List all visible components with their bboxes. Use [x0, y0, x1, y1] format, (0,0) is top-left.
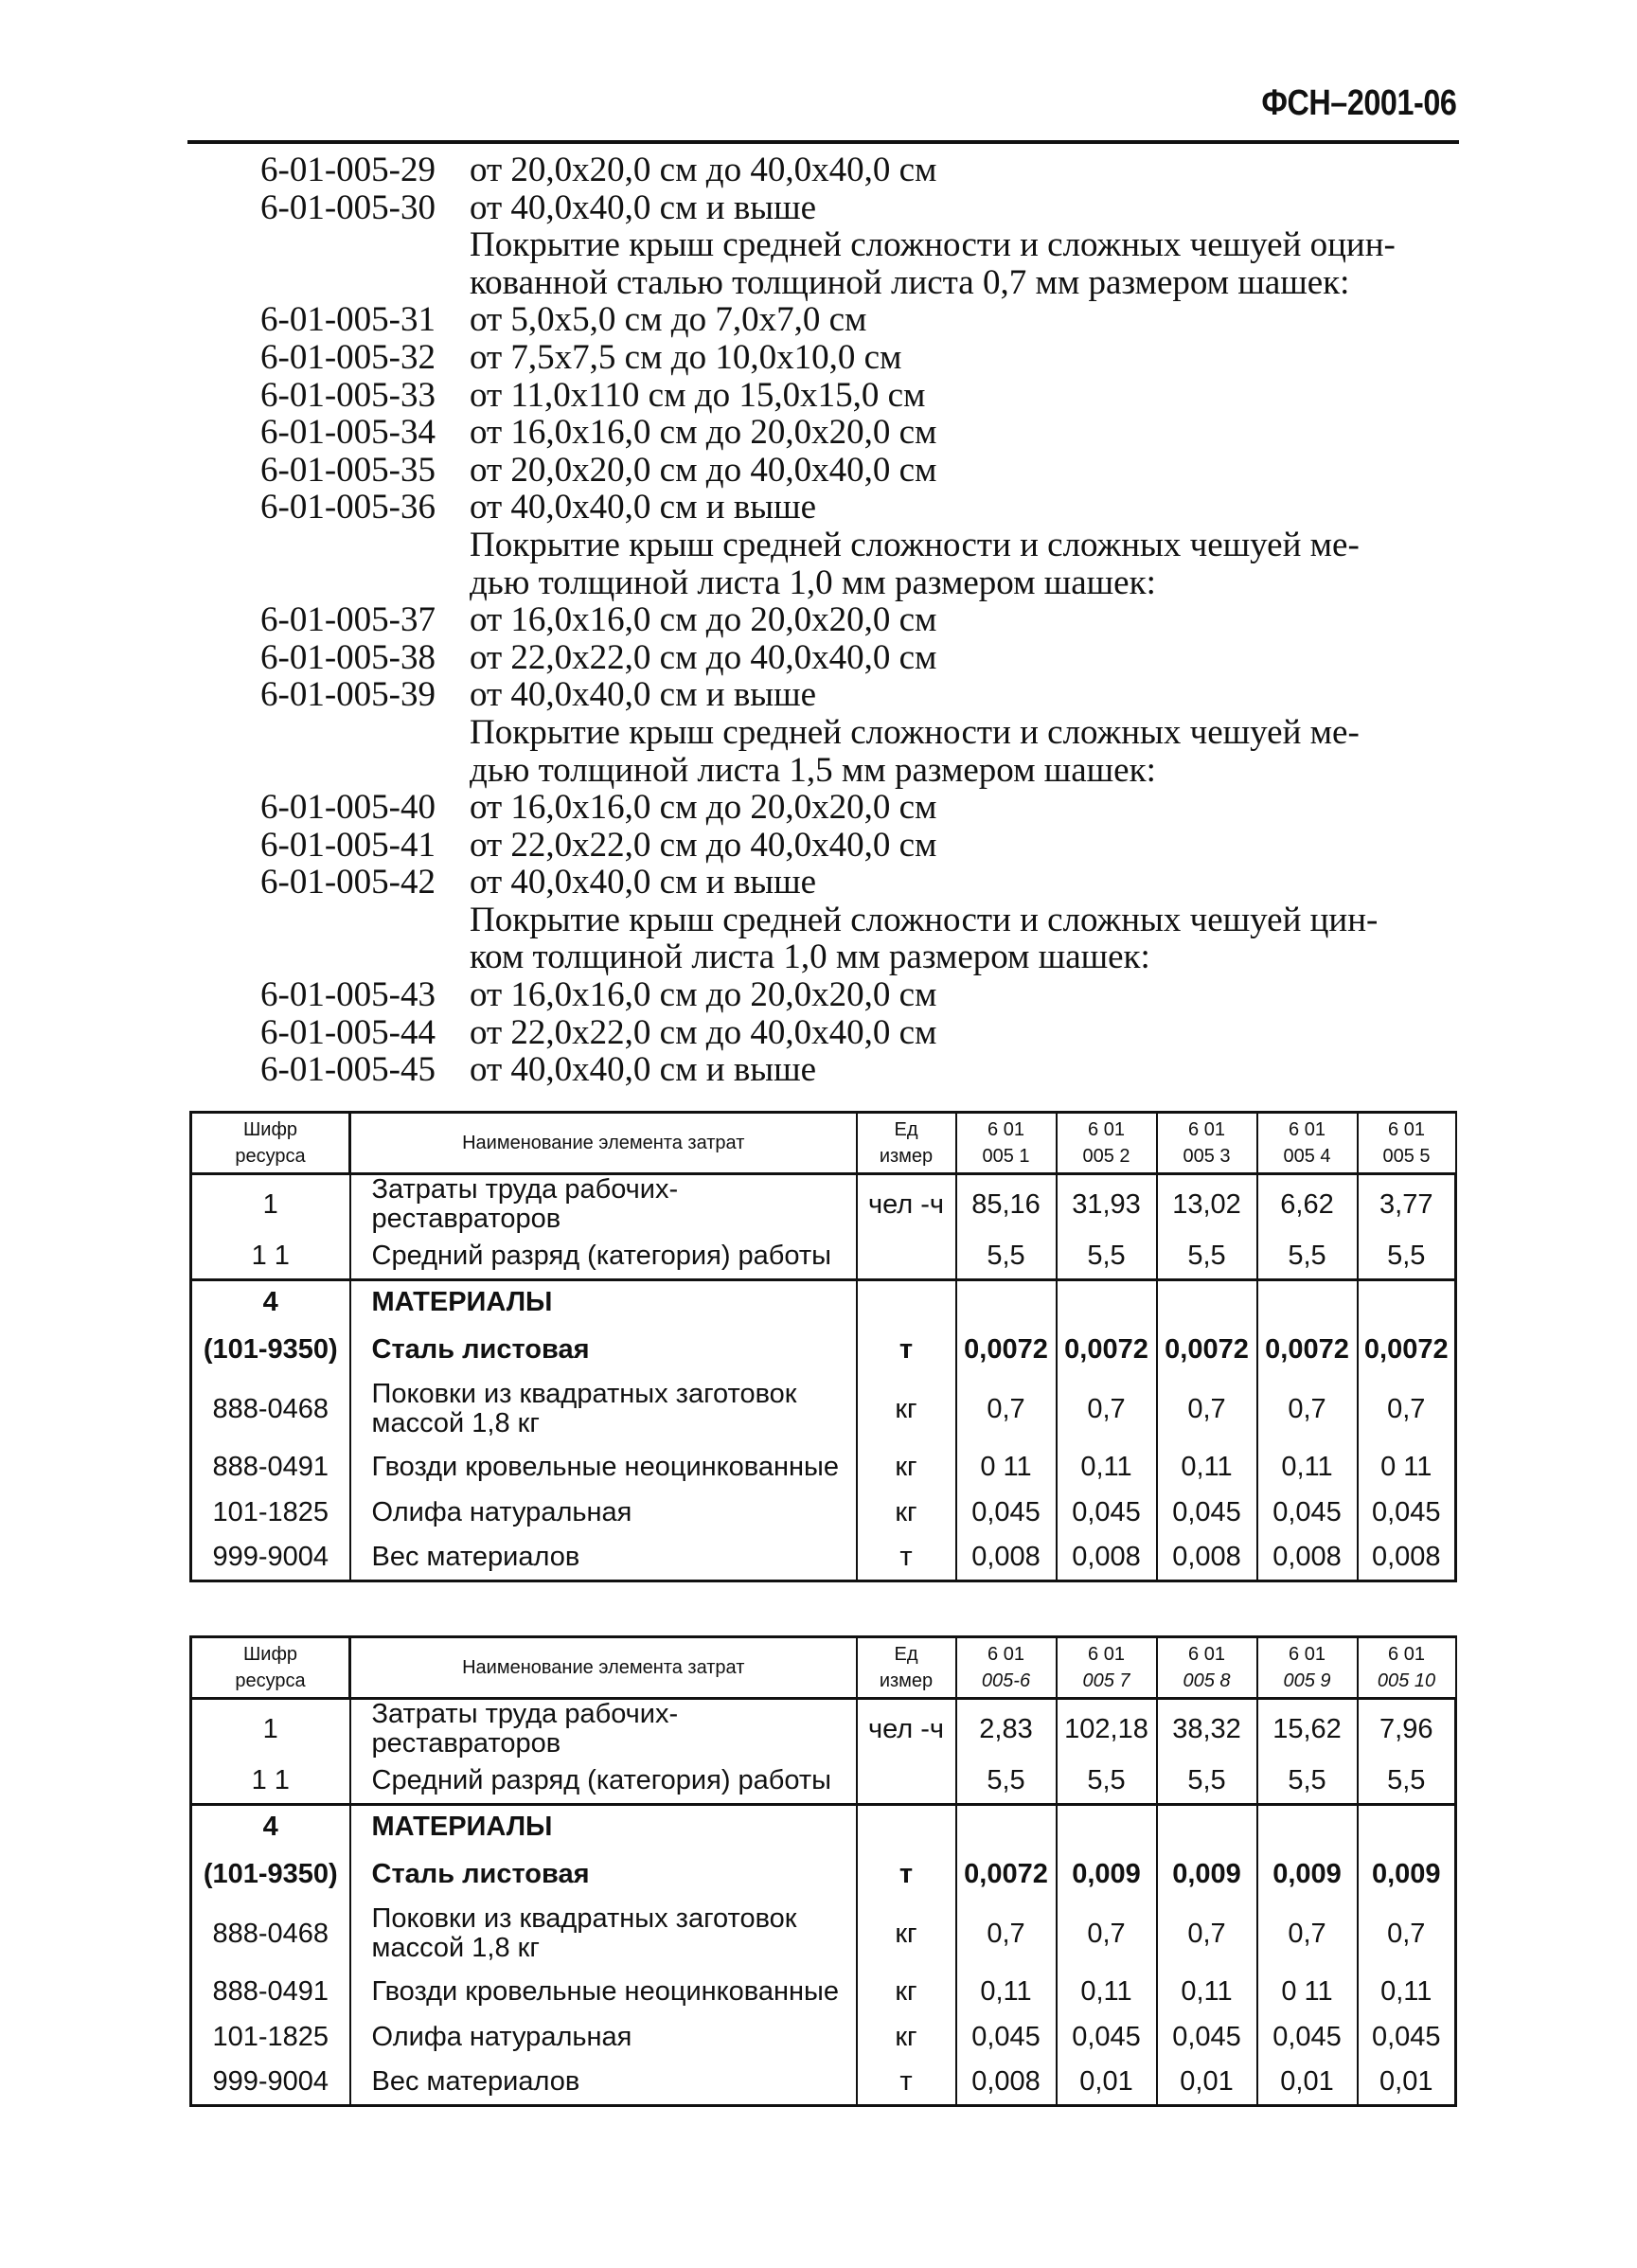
- norm-value: 0,7: [956, 1899, 1057, 1969]
- unit: т: [857, 1849, 956, 1899]
- group-title: Покрытие крыш средней сложности и сложных чешуей цин-: [470, 900, 1379, 939]
- header-resource-code: [191, 1637, 350, 1699]
- group-title: Покрытие крыш средней сложности и сложных чешуей ме-: [470, 712, 1360, 752]
- table-row: [191, 1444, 1456, 1490]
- code-number: 6-01-005-35: [260, 450, 436, 490]
- norm-value: 0,01: [1257, 2060, 1358, 2105]
- norm-value: 5,5: [1057, 1759, 1157, 1804]
- norm-value: 0,01: [1057, 2060, 1157, 2105]
- code-description: от 16,0х16,0 см до 20,0х20,0 см: [470, 788, 937, 828]
- norm-code-l2: 005 5: [1382, 1146, 1431, 1167]
- code-number: 6-01-005-29: [260, 151, 436, 189]
- norm-code-l1: 6 01: [1088, 1119, 1125, 1140]
- cost-element-name: Вес материалов: [350, 2060, 857, 2105]
- code-number: 6-01-005-34: [260, 413, 436, 453]
- resource-code: 888-0468: [191, 1899, 350, 1969]
- norm-value: [1358, 1279, 1456, 1325]
- resource-code: 1: [191, 1699, 350, 1759]
- code-row: [187, 601, 1461, 639]
- norm-value: 5,5: [1257, 1759, 1358, 1804]
- norm-value: 0,045: [1057, 2014, 1157, 2060]
- cost-element-name: Олифа натуральная: [350, 2014, 857, 2060]
- norm-value: 0,7: [1358, 1899, 1456, 1969]
- table-row: [191, 1535, 1456, 1580]
- norm-value: [1157, 1804, 1257, 1849]
- header-unit: [857, 1113, 956, 1174]
- norm-value: 5,5: [1157, 1234, 1257, 1279]
- header-code-l1: Шифр: [242, 1644, 298, 1665]
- norm-value: 0,009: [1057, 1849, 1157, 1899]
- code-number: 6-01-005-38: [260, 637, 436, 677]
- norm-value: 0,008: [1257, 1535, 1358, 1580]
- code-description: от 11,0х110 см до 15,0х15,0 см: [470, 375, 926, 415]
- resource-code: 4: [191, 1804, 350, 1849]
- header-norm-code: [1257, 1637, 1358, 1699]
- norm-value: 0,045: [1157, 2014, 1257, 2060]
- norm-value: 0 11: [1257, 1969, 1358, 2014]
- cost-element-name: Поковки из квадратных заготовок массой 1,8 кг: [350, 1374, 857, 1444]
- norm-value: 0,7: [1057, 1899, 1157, 1969]
- cost-element-name: МАТЕРИАЛЫ: [350, 1804, 857, 1849]
- code-description: от 16,0х16,0 см до 20,0х20,0 см: [470, 413, 937, 453]
- code-description: от 16,0х16,0 см до 20,0х20,0 см: [470, 975, 937, 1015]
- resource-code: 4: [191, 1279, 350, 1325]
- norm-value: 0,11: [1257, 1444, 1358, 1490]
- code-row: [187, 976, 1461, 1014]
- cost-element-name: Поковки из квадратных заготовок массой 1,8 кг: [350, 1899, 857, 1969]
- unit: чел -ч: [857, 1699, 956, 1759]
- unit: кг: [857, 1899, 956, 1969]
- norm-value: 102,18: [1057, 1699, 1157, 1759]
- resource-code: 888-0491: [191, 1444, 350, 1490]
- norm-value: 0,11: [1157, 1969, 1257, 2014]
- header-code-l1: Шифр: [242, 1119, 298, 1140]
- code-description: от 40,0х40,0 см и выше: [470, 188, 817, 227]
- norm-value: 0,0072: [1358, 1325, 1456, 1374]
- norm-value: [1057, 1279, 1157, 1325]
- norm-value: 5,5: [1157, 1759, 1257, 1804]
- resource-code: 101-1825: [191, 2014, 350, 2060]
- norm-value: 0,045: [956, 1490, 1057, 1535]
- code-row: [187, 189, 1461, 227]
- table-row: [191, 1849, 1456, 1899]
- group-title-cont: ком толщиной листа 1,0 мм размером шашек:: [470, 938, 1150, 977]
- code-description: от 22,0х22,0 см до 40,0х40,0 см: [470, 1012, 937, 1052]
- code-description: от 40,0х40,0 см и выше: [470, 863, 817, 902]
- norm-value: 5,5: [956, 1234, 1057, 1279]
- header-unit-l1: Ед: [894, 1119, 918, 1140]
- cost-element-name: Средний разряд (категория) работы: [350, 1234, 857, 1279]
- header-code-l2: ресурса: [235, 1670, 306, 1691]
- norm-value: 0,045: [956, 2014, 1057, 2060]
- norm-value: 0,7: [1257, 1374, 1358, 1444]
- cost-element-name: Сталь листовая: [350, 1325, 857, 1374]
- norm-value: 0,0072: [1257, 1325, 1358, 1374]
- code-number: 6-01-005-32: [260, 337, 436, 377]
- norm-value: 0,0072: [1057, 1325, 1157, 1374]
- code-row: [187, 377, 1461, 415]
- norm-value: 0,045: [1358, 1490, 1456, 1535]
- code-row: [187, 489, 1461, 527]
- code-number: 6-01-005-42: [260, 863, 436, 902]
- norm-value: 5,5: [1057, 1234, 1157, 1279]
- norm-value: 5,5: [1358, 1759, 1456, 1804]
- norm-value: 3,77: [1358, 1174, 1456, 1235]
- norm-value: 0,0072: [1157, 1325, 1257, 1374]
- code-number: 6-01-005-41: [260, 825, 436, 865]
- table-row: [191, 1374, 1456, 1444]
- norm-value: 0,7: [1257, 1899, 1358, 1969]
- header-unit-l2: измер: [879, 1670, 934, 1691]
- code-number: 6-01-005-36: [260, 488, 436, 527]
- unit: кг: [857, 1969, 956, 2014]
- unit: кг: [857, 1444, 956, 1490]
- table-row: [191, 1325, 1456, 1374]
- cost-element-name: Олифа натуральная: [350, 1490, 857, 1535]
- group-title-cont: дью толщиной листа 1,5 мм размером шашек:: [470, 750, 1156, 790]
- norm-value: 0,045: [1358, 2014, 1456, 2060]
- group-title: Покрытие крыш средней сложности и сложных чешуей ме-: [470, 525, 1360, 564]
- unit: чел -ч: [857, 1174, 956, 1235]
- group-title-cont: кованной сталью толщиной листа 0,7 мм размером шашек:: [470, 262, 1350, 302]
- table-header-row: [191, 1113, 1456, 1174]
- table-header-row: [191, 1637, 1456, 1699]
- header-resource-code: [191, 1113, 350, 1174]
- group-title-cont: дью толщиной листа 1,0 мм размером шашек:: [470, 563, 1156, 602]
- resource-code: 888-0468: [191, 1374, 350, 1444]
- header-unit: [857, 1637, 956, 1699]
- norm-value: [1257, 1804, 1358, 1849]
- norm-value: 0,7: [1057, 1374, 1157, 1444]
- code-description: от 40,0х40,0 см и выше: [470, 488, 817, 527]
- norm-value: 0 11: [956, 1444, 1057, 1490]
- code-row: [187, 864, 1461, 902]
- unit: т: [857, 1535, 956, 1580]
- norm-value: [1057, 1804, 1157, 1849]
- resource-code: 1: [191, 1174, 350, 1235]
- norm-value: 5,5: [956, 1759, 1057, 1804]
- norm-value: 5,5: [1358, 1234, 1456, 1279]
- norm-value: 0,008: [956, 1535, 1057, 1580]
- unit: кг: [857, 1490, 956, 1535]
- code-row: [187, 452, 1461, 490]
- cost-element-name: Гвозди кровельные неоцинкованные: [350, 1444, 857, 1490]
- table-row: [191, 1969, 1456, 2014]
- norm-value: 38,32: [1157, 1699, 1257, 1759]
- code-description: от 16,0х16,0 см до 20,0х20,0 см: [470, 600, 937, 640]
- norm-code-l1: 6 01: [1188, 1119, 1225, 1140]
- norm-value: 0,11: [1358, 1969, 1456, 2014]
- header-name: Наименование элемента затрат: [350, 1113, 857, 1174]
- cost-element-name: Затраты труда рабочих-реставраторов: [350, 1699, 857, 1759]
- code-row: [187, 339, 1461, 377]
- norm-value: 2,83: [956, 1699, 1057, 1759]
- document-code: ФСН–2001-06: [1260, 83, 1456, 123]
- norm-value: 0,045: [1157, 1490, 1257, 1535]
- norm-value: 0 11: [1358, 1444, 1456, 1490]
- norm-code-l2: 005 2: [1082, 1146, 1130, 1167]
- cost-element-name: Затраты труда рабочих-реставраторов: [350, 1174, 857, 1235]
- norm-value: 0,01: [1157, 2060, 1257, 2105]
- norm-value: 31,93: [1057, 1174, 1157, 1235]
- unit: [857, 1759, 956, 1804]
- norm-value: [956, 1279, 1057, 1325]
- code-row: [187, 152, 1461, 189]
- header-unit-l1: Ед: [894, 1644, 918, 1665]
- norm-value: 0,008: [956, 2060, 1057, 2105]
- norm-value: 0,11: [1057, 1444, 1157, 1490]
- resource-code: 999-9004: [191, 1535, 350, 1580]
- norm-value: 0,009: [1157, 1849, 1257, 1899]
- unit: т: [857, 1325, 956, 1374]
- norm-value: 0,0072: [956, 1849, 1057, 1899]
- code-description: от 5,0х5,0 см до 7,0х7,0 см: [470, 300, 867, 340]
- norm-value: 0,0072: [956, 1325, 1057, 1374]
- code-row: [187, 1051, 1461, 1089]
- resource-code: 101-1825: [191, 1490, 350, 1535]
- norm-value: [1257, 1279, 1358, 1325]
- norm-value: 0,045: [1057, 1490, 1157, 1535]
- header-norm-code: [1358, 1113, 1456, 1174]
- header-norm-code: [1057, 1113, 1157, 1174]
- code-description: от 20,0х20,0 см до 40,0х40,0 см: [470, 151, 937, 189]
- norm-value: 0,008: [1358, 1535, 1456, 1580]
- header-rule: [187, 140, 1459, 144]
- header-unit-l2: измер: [879, 1146, 934, 1167]
- norm-code-l2: 005 1: [982, 1146, 1030, 1167]
- header-name: Наименование элемента затрат: [350, 1637, 857, 1699]
- norm-code-l1: 6 01: [1388, 1119, 1425, 1140]
- code-number: 6-01-005-30: [260, 188, 436, 227]
- norm-code-l1: 6 01: [1188, 1644, 1225, 1665]
- group-title: Покрытие крыш средней сложности и сложных чешуей оцин-: [470, 225, 1396, 265]
- norm-code-l2: 005 9: [1283, 1670, 1331, 1691]
- norm-value: 0,009: [1358, 1849, 1456, 1899]
- norm-value: 0,008: [1157, 1535, 1257, 1580]
- code-row: [187, 789, 1461, 827]
- table-row: [191, 1490, 1456, 1535]
- code-description: от 22,0х22,0 см до 40,0х40,0 см: [470, 637, 937, 677]
- table-row: [191, 1804, 1456, 1849]
- header-norm-code: [1157, 1637, 1257, 1699]
- norm-code-l1: 6 01: [988, 1119, 1024, 1140]
- code-row: [187, 1014, 1461, 1052]
- unit: [857, 1804, 956, 1849]
- header-code-l2: ресурса: [235, 1146, 306, 1167]
- unit: [857, 1279, 956, 1325]
- code-row: [187, 639, 1461, 677]
- norm-code-l2: 005 7: [1082, 1670, 1130, 1691]
- code-row: [187, 827, 1461, 865]
- code-description: от 20,0х20,0 см до 40,0х40,0 см: [470, 450, 937, 490]
- table-row: [191, 1699, 1456, 1759]
- code-number: 6-01-005-33: [260, 375, 436, 415]
- norm-value: 0,7: [1157, 1899, 1257, 1969]
- code-number: 6-01-005-37: [260, 600, 436, 640]
- norm-code-l2: 005 8: [1183, 1670, 1231, 1691]
- norm-value: 15,62: [1257, 1699, 1358, 1759]
- resource-code: (101-9350): [191, 1849, 350, 1899]
- norm-value: 0,009: [1257, 1849, 1358, 1899]
- norm-value: [1157, 1279, 1257, 1325]
- norm-value: 6,62: [1257, 1174, 1358, 1235]
- unit: т: [857, 2060, 956, 2105]
- cost-element-name: Средний разряд (категория) работы: [350, 1759, 857, 1804]
- table-row: [191, 1174, 1456, 1235]
- norm-code-l2: 005 4: [1283, 1146, 1331, 1167]
- norm-table-1: [189, 1111, 1457, 1582]
- norm-code-l1: 6 01: [988, 1644, 1024, 1665]
- header-norm-code: [1358, 1637, 1456, 1699]
- norm-value: 0,045: [1257, 1490, 1358, 1535]
- norm-value: 0,008: [1057, 1535, 1157, 1580]
- norm-value: 0,045: [1257, 2014, 1358, 2060]
- unit: [857, 1234, 956, 1279]
- resource-code: 888-0491: [191, 1969, 350, 2014]
- norm-table-2: [189, 1635, 1457, 2107]
- norm-value: 0,7: [1157, 1374, 1257, 1444]
- resource-code: 1 1: [191, 1234, 350, 1279]
- norm-code-l2: 005 10: [1377, 1670, 1436, 1691]
- header-norm-code: [1157, 1113, 1257, 1174]
- table-row: [191, 1759, 1456, 1804]
- table-row: [191, 1234, 1456, 1279]
- table-row: [191, 1279, 1456, 1325]
- norm-value: 7,96: [1358, 1699, 1456, 1759]
- code-row: [187, 414, 1461, 452]
- norm-value: [956, 1804, 1057, 1849]
- table-row: [191, 2014, 1456, 2060]
- code-number: 6-01-005-45: [260, 1050, 436, 1090]
- norm-value: 0,11: [1157, 1444, 1257, 1490]
- table-row: [191, 1899, 1456, 1969]
- code-number: 6-01-005-40: [260, 788, 436, 828]
- code-description: от 7,5х7,5 см до 10,0х10,0 см: [470, 337, 902, 377]
- norm-value: 0,11: [1057, 1969, 1157, 2014]
- cost-element-name: Гвозди кровельные неоцинкованные: [350, 1969, 857, 2014]
- norm-value: 0,11: [956, 1969, 1057, 2014]
- cost-element-name: Сталь листовая: [350, 1849, 857, 1899]
- norm-value: [1358, 1804, 1456, 1849]
- code-number: 6-01-005-44: [260, 1012, 436, 1052]
- resource-code: (101-9350): [191, 1325, 350, 1374]
- code-description: от 40,0х40,0 см и выше: [470, 1050, 817, 1090]
- norm-value: 13,02: [1157, 1174, 1257, 1235]
- header-norm-code: [956, 1113, 1057, 1174]
- resource-codes-list: [187, 152, 1461, 1089]
- resource-code: 1 1: [191, 1759, 350, 1804]
- norm-code-l2: 005-6: [981, 1670, 1031, 1691]
- norm-value: 0,7: [956, 1374, 1057, 1444]
- header-norm-code: [1257, 1113, 1358, 1174]
- code-row: [187, 301, 1461, 339]
- norm-value: 5,5: [1257, 1234, 1358, 1279]
- norm-code-l1: 6 01: [1289, 1644, 1326, 1665]
- norm-value: 0,7: [1358, 1374, 1456, 1444]
- norm-value: 85,16: [956, 1174, 1057, 1235]
- header-norm-code: [956, 1637, 1057, 1699]
- header-norm-code: [1057, 1637, 1157, 1699]
- norm-code-l1: 6 01: [1388, 1644, 1425, 1665]
- table-row: [191, 2060, 1456, 2105]
- code-description: от 22,0х22,0 см до 40,0х40,0 см: [470, 825, 937, 865]
- norm-value: 0,01: [1358, 2060, 1456, 2105]
- code-description: от 40,0х40,0 см и выше: [470, 675, 817, 715]
- norm-code-l2: 005 3: [1183, 1146, 1231, 1167]
- unit: кг: [857, 2014, 956, 2060]
- cost-element-name: МАТЕРИАЛЫ: [350, 1279, 857, 1325]
- resource-code: 999-9004: [191, 2060, 350, 2105]
- code-number: 6-01-005-39: [260, 675, 436, 715]
- code-number: 6-01-005-31: [260, 300, 436, 340]
- code-number: 6-01-005-43: [260, 975, 436, 1015]
- norm-code-l1: 6 01: [1289, 1119, 1326, 1140]
- norm-code-l1: 6 01: [1088, 1644, 1125, 1665]
- code-row: [187, 676, 1461, 714]
- cost-element-name: Вес материалов: [350, 1535, 857, 1580]
- unit: кг: [857, 1374, 956, 1444]
